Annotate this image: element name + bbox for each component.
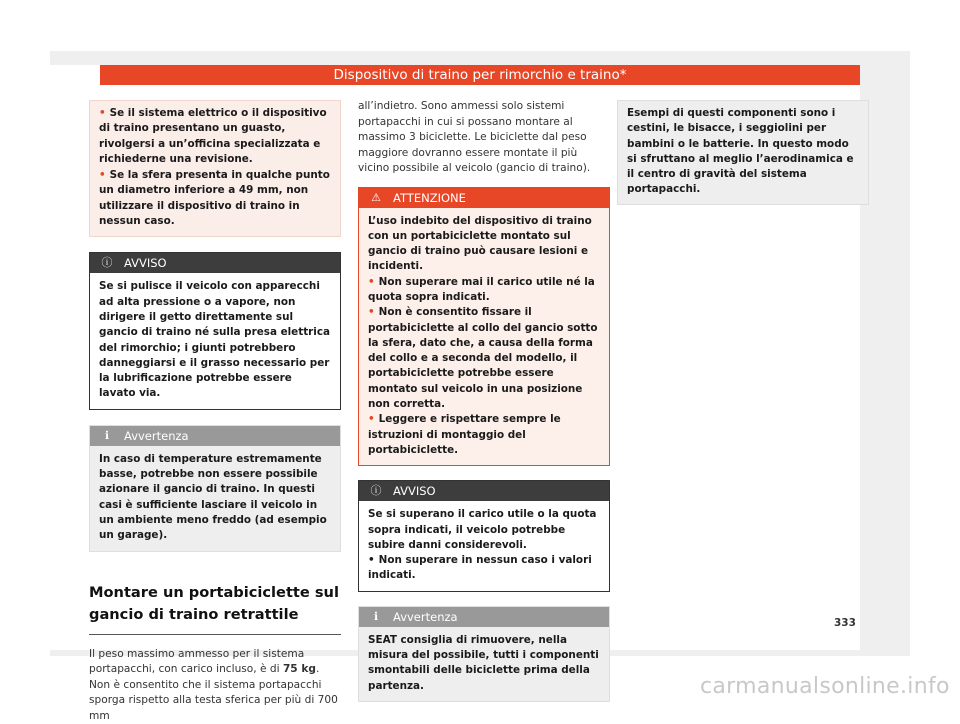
avviso-header: ⓘ AVVISO	[90, 253, 340, 273]
watermark: carmanualsonline.info	[700, 674, 950, 699]
page-number: 333	[834, 617, 856, 629]
avviso-body: Se si pulisce il veicolo con apparecchi ad alta pressione o a vapore, non dirigere il getto direttamente sul gancio di traino né sulla presa elettrica del rimorchio; i giunti potrebbero danneggiarsi e il grasso necessario per la lubrificazione potrebbe essere lavato via.	[99, 280, 331, 400]
avviso-body	[359, 501, 609, 590]
avvertenza-body: In caso di temperature estremamente basse, potrebbe non essere possibile azionare il gancio di traino. In questi casi è sufficiente lasciare il veicolo in un ambiente meno freddo (ad esempio un garage).	[99, 452, 327, 542]
avvertenza-header: ℹ Avvertenza	[90, 426, 340, 446]
avvertenza-continuation-box	[617, 100, 869, 205]
attenzione-intro: L’uso indebito del dispositivo di traino con un portabiciclette montato sul gancio di traino può causare lesioni e incidenti.	[368, 214, 592, 273]
max-weight-value: 75 kg	[282, 663, 316, 676]
column-left	[89, 100, 341, 724]
avvertenza-header: ℹ Avvertenza	[359, 607, 609, 627]
avviso-item: • Non superare in nessun caso i valori indicati.	[368, 554, 592, 582]
notice-icon: ⓘ	[370, 484, 382, 498]
info-icon: ℹ	[373, 609, 379, 623]
section-intro: Il peso massimo ammesso per il sistema portapacchi, con carico incluso, è di 75 kg. Non è consentito che il sistema portapacchi sporga rispetto alla testa sferica per più di 700 mm	[89, 647, 338, 722]
bullet-dot-icon: •	[368, 413, 375, 426]
bullet-dot-icon: •	[368, 554, 375, 567]
attenzione-body	[359, 208, 609, 466]
column-middle	[358, 100, 610, 702]
avvertenza-body: SEAT consiglia di rimuovere, nella misura del possibile, tutti i componenti smontabili delle biciclette prima della partenza.	[368, 633, 599, 692]
info-icon: ℹ	[104, 428, 110, 442]
avviso-intro: Se si superano il carico utile o la quota sopra indicati, il veicolo potrebbe subire danni considerevoli.	[368, 508, 597, 551]
bullet-dot-icon: •	[99, 107, 106, 119]
avvertenza-box	[358, 606, 610, 702]
avvertenza-continued-text: Esempi di questi componenti sono i cestini, le bisacce, i seggiolini per bambini o le batterie. In questo modo si sfruttano al meglio l’aerodinamica e il centro di gravità del sistema portapacchi.	[627, 107, 854, 196]
bullet-dot-icon: •	[368, 275, 375, 288]
avviso-box	[89, 252, 341, 409]
avvertenza-box	[89, 425, 341, 552]
attenzione-box	[358, 187, 610, 467]
warning-triangle-icon: ⚠	[371, 190, 381, 204]
attenzione-item: • Non superare mai il carico utile né la quota sopra indicati.	[368, 275, 595, 303]
warning-item: • Se il sistema elettrico o il dispositivo di traino presentano un guasto, rivolgersi a un’officina specializzata e richiederne una revisione.	[99, 107, 327, 165]
attenzione-header: ⚠ ATTENZIONE	[359, 188, 609, 208]
attenzione-item: • Leggere e rispettare sempre le istruzioni di montaggio del portabiciclette.	[368, 413, 561, 456]
warning-item: • Se la sfera presenta in qualche punto un diametro inferiore a 49 mm, non utilizzare il dispositivo di traino in nessun caso.	[99, 169, 330, 228]
section-title: Montare un portabiciclette sul gancio di traino retrattile	[89, 582, 341, 635]
attenzione-item: • Non è consentito fissare il portabiciclette al collo del gancio sotto la sfera, dato che, a causa della forma del collo e a seconda del modello, il portabiciclette potrebbe essere montato sul veicolo in una posizione non corretta.	[368, 306, 598, 411]
avviso-header: ⓘ AVVISO	[359, 481, 609, 501]
page-header: Dispositivo di traino per rimorchio e traino*	[100, 65, 860, 85]
bullet-dot-icon: •	[99, 169, 106, 182]
column-right	[617, 100, 869, 205]
notice-icon: ⓘ	[101, 256, 113, 270]
bullet-dot-icon: •	[368, 306, 375, 319]
continued-text: all’indietro. Sono ammessi solo sistemi portapacchi in cui si possano montare al massimo 3 biciclette. Le biciclette dal peso maggiore dovranno essere montate il più vicino possibile al veicolo (gancio di traino).	[358, 100, 591, 174]
warning-continuation-box	[89, 100, 341, 237]
avviso-box	[358, 480, 610, 591]
